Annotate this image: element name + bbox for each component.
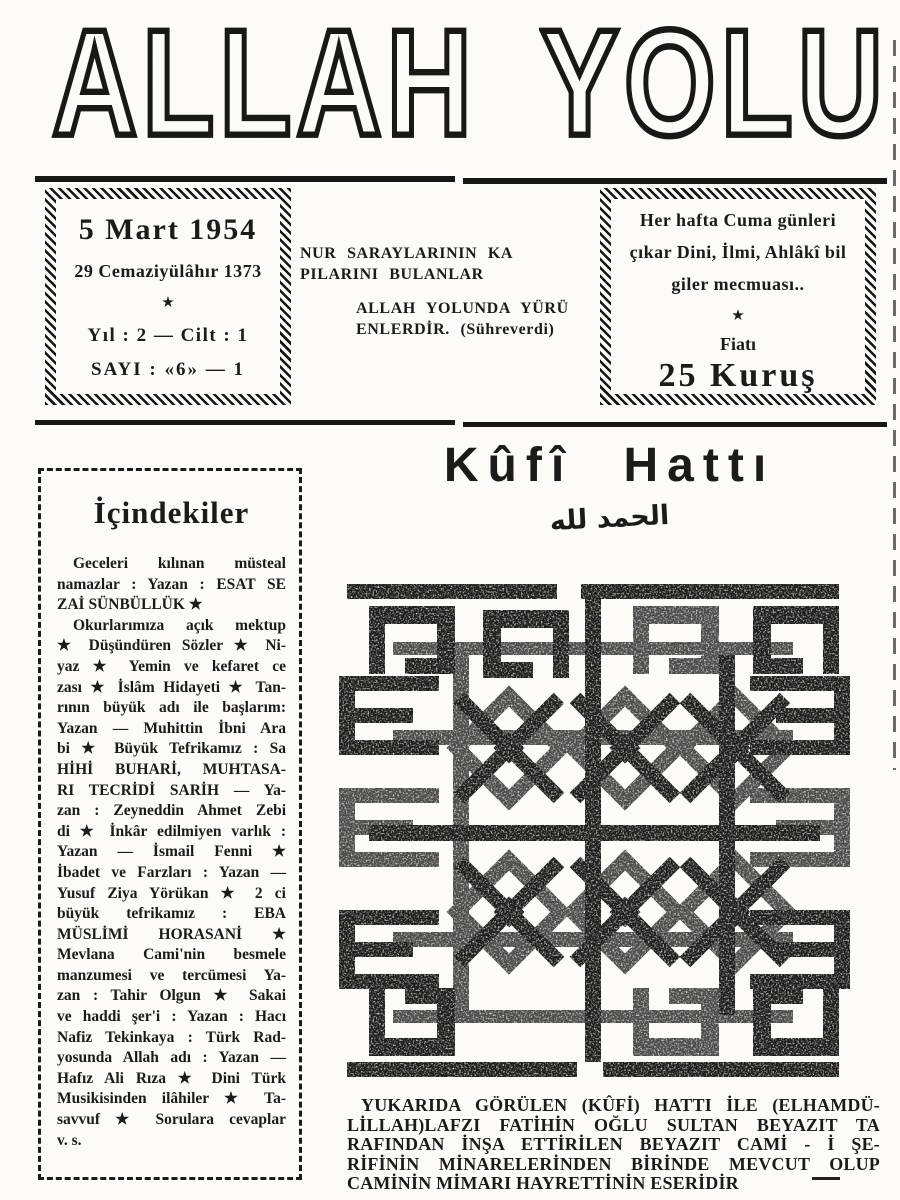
contents-line: MÜSLİMİ HORASANİ ★ [57, 925, 286, 943]
kufic-calligraphy-image [333, 580, 856, 1082]
issue-hijri-date: 29 Cemaziyülâhır 1373 [74, 261, 262, 281]
contents-line: savvuf ★ Sorulara cevaplar [57, 1111, 286, 1129]
contents-line: zan : Zeyneddin Ahmet Zebi [57, 802, 286, 820]
contents-line: Geceleri kılınan müsteal [73, 555, 286, 572]
star-icon: ★ [731, 308, 745, 324]
contents-line: rının büyük adı ile başlarım: [57, 699, 286, 717]
star-icon: ★ [161, 295, 175, 311]
price-box-line: çıkar Dini, İlmi, Ahlâkî bil [629, 242, 847, 262]
contents-line: ve haddi şer'i : Yazan : Hacı [57, 1008, 286, 1026]
arabic-calligraphy-text: الحمد لله [549, 499, 670, 538]
contents-line: yosunda Allah adı : Yazan — [57, 1049, 286, 1067]
contents-line: manzumesi ve tercümesi Ya- [57, 966, 286, 984]
motto-line: NUR SARAYLARININ KA [300, 245, 514, 262]
table-of-contents-box [38, 468, 302, 1180]
contents-line: RI TECRİDİ SARİH — Ya- [57, 781, 286, 799]
contents-line: di ★ İnkâr edilmiyen varlık : [57, 822, 286, 840]
issue-number: SAYI : «6» — 1 [91, 359, 245, 380]
contents-line: ★ Düşündüren Sözler ★ Ni- [57, 637, 286, 655]
price-box-line: giler mecmuası.. [671, 274, 805, 294]
caption-line: LİLLAH)LAFZI FATİHİN OĞLU SULTAN BEYAZIT TA [347, 1114, 880, 1135]
scan-mark-artifact [812, 1177, 840, 1180]
caption-line: RİFİNİN MİNARELERİNDEN BİRİNDE MEVCUT OLUP [347, 1153, 880, 1174]
masthead-title-word-yolu: YOLU [540, 0, 888, 169]
caption-line: CAMİNİN MİMARI HAYRETTİNİN ESERİDİR [347, 1173, 739, 1193]
motto-line: PILARINI BULANLAR [300, 266, 484, 283]
caption-line: YUKARIDA GÖRÜLEN (KÛFİ) HATTI İLE (ELHAMDÜ- [361, 1095, 880, 1115]
top-rule-left [35, 176, 455, 182]
contents-line: Yusuf Ziya Yörükan ★ 2 ci [57, 884, 286, 902]
contents-line: v. s. [57, 1131, 82, 1149]
top-rule-right [463, 178, 887, 184]
mid-rule-left [35, 420, 455, 425]
motto-quote [300, 243, 586, 340]
issue-year-volume: Yıl : 2 — Cilt : 1 [87, 325, 249, 346]
price-box-line: Her hafta Cuma günleri [639, 210, 837, 230]
masthead [52, 0, 888, 170]
article-title: Kûfî Hattı [443, 439, 776, 492]
contents-line: zan : Tahir Olgun ★ Sakai [57, 987, 286, 1005]
contents-line: namazlar : Yazan : ESAT SE [57, 575, 286, 593]
issue-date: 5 Mart 1954 [78, 213, 258, 246]
price-label: Fiatı [720, 334, 756, 354]
contents-line: Mevlana Cami'nin besmele [57, 946, 286, 964]
contents-lines [57, 554, 286, 1151]
contents-line: Yazan — Muhittin İbni Ara [57, 719, 286, 737]
contents-line: Nafiz Tekinkaya : Türk Rad- [57, 1028, 286, 1046]
caption-line: RAFINDAN İNŞA ETTİRİLEN BEYAZIT CAMİ - İ ŞE- [347, 1134, 880, 1154]
contents-line: HİHİ BUHARİ, MUHTASA- [57, 760, 286, 778]
contents-line: bi ★ Büyük Tefrikamız : Sa [57, 740, 286, 758]
contents-line: yaz ★ Yemin ve kefaret ce [57, 657, 286, 675]
contents-line: Hafız Ali Rıza ★ Dini Türk [57, 1069, 286, 1087]
contents-line: Yazan — İsmail Fenni ★ [57, 843, 286, 861]
contents-line: İbadet ve Farzları : Yazan — [57, 863, 286, 881]
issue-info-box [45, 188, 291, 405]
contents-line: zası ★ İslâm Hidayeti ★ Tan- [57, 678, 286, 696]
contents-line: Okurlarımıza açık mektup [73, 616, 286, 634]
scan-edge-artifact [893, 40, 896, 770]
motto-line: ALLAH YOLUNDA YÜRÜ [356, 300, 569, 317]
contents-line: Musikisinden ilâhiler ★ Ta- [57, 1090, 286, 1108]
image-caption [347, 1096, 880, 1194]
price-value: 25 Kuruş [658, 357, 818, 394]
contents-line: büyük tefrikamız : EBA [57, 905, 286, 923]
price-info-box [600, 188, 876, 405]
masthead-title-word-allah: ALLAH [52, 0, 477, 169]
contents-title: İçindekiler [93, 495, 250, 530]
motto-line: ENLERDİR. (Sühreverdi) [356, 321, 555, 338]
mid-rule-right [463, 422, 887, 427]
contents-line: ZAİ SÜNBÜLLÜK ★ [57, 596, 203, 614]
